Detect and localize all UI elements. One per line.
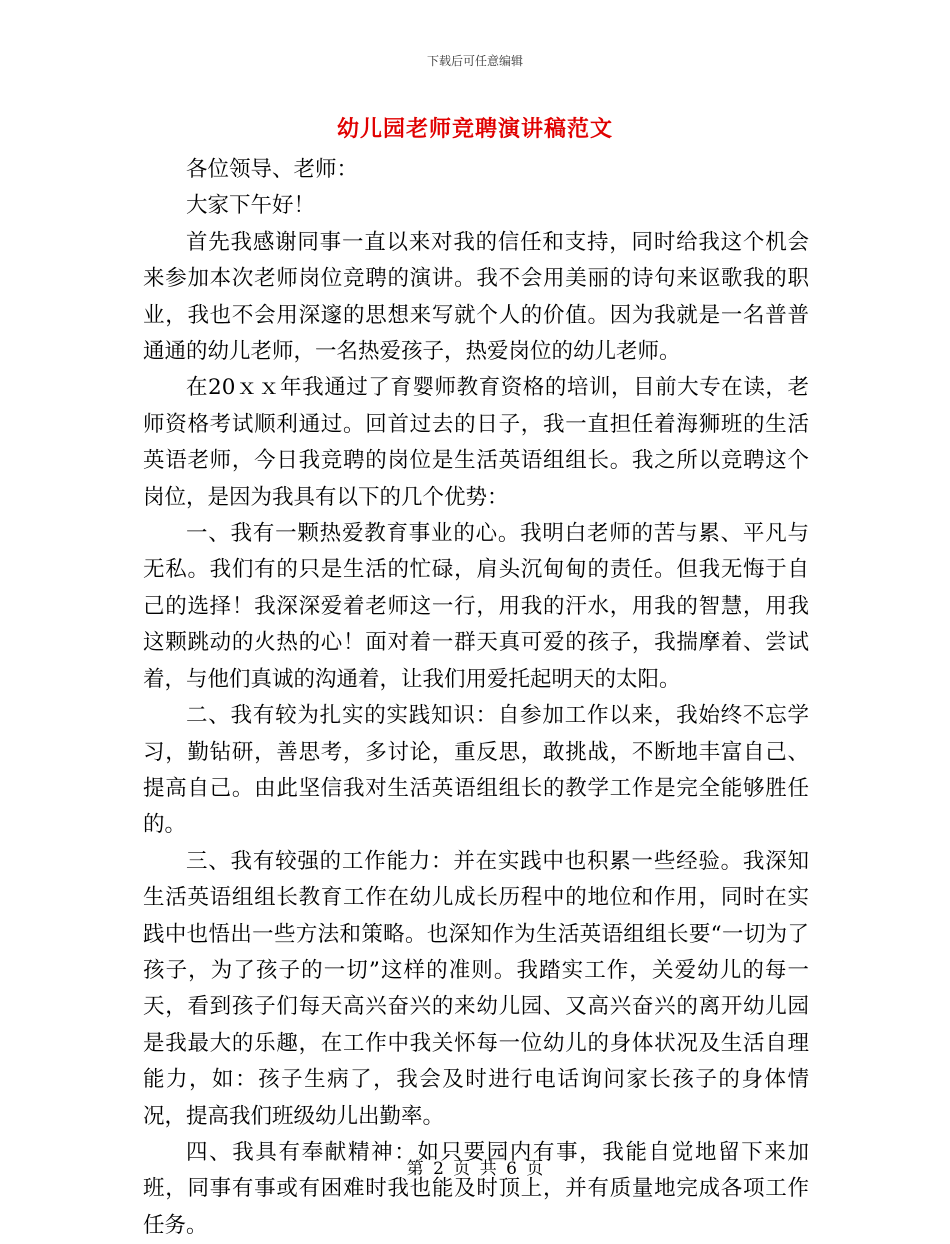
body-paragraph: 一、我有一颗热爱教育事业的心。我明白老师的苦与累、平凡与无私。我们有的只是生活的忙碌，肩头沉甸甸的责任。但我无悔于自己的选择！我深深爱着老师这一行，用我的汗水，用我的智慧，用我这颗跳动的火热的心！面对着一群天真可爱的孩子，我揣摩着、尝试着，与他们真诚的沟通着，让我们用爱托起明天的太阳。 (143, 521, 809, 692)
body-paragraph: 三、我有较强的工作能力：并在实践中也积累一些经验。我深知生活英语组组长教育工作在幼儿成长历程中的地位和作用，同时在实践中也悟出一些方法和策略。也深知作为生活英语组组长要“一切为了孩子，为了孩子的一切”这样的准则。我踏实工作，关爱幼儿的每一天，看到孩子们每天高兴奋兴的来幼儿园、又高兴奋兴的离开幼儿园是我最大的乐趣，在工作中我关怀每一位幼儿的身体状况及生活自理能力，如：孩子生病了，我会及时进行电话询问家长孩子的身体情况，提高我们班级幼儿出勤率。 (143, 848, 809, 1129)
page-number: 第 2 页 共 6 页 (406, 1159, 544, 1179)
document-title: 幼儿园老师竞聘演讲稿范文 (336, 116, 613, 142)
body-paragraph: 四、我具有奉献精神：如只要园内有事，我能自觉地留下来加班，同事有事或有困难时我也能及时顶上，并有质量地完成各项工作任务。 (143, 1139, 809, 1238)
salutation-paragraph: 大家下午好！ (186, 193, 316, 219)
body-paragraph: 在20ｘｘ年我通过了育婴师教育资格的培训，目前大专在读，老师资格考试顺利通过。回首过去的日子，我一直担任着海狮班的生活英语老师，今日我竞聘的岗位是生活英语组组长。我之所以竞聘这个岗位，是因为我具有以下的几个优势： (143, 375, 809, 510)
body-paragraph: 首先我感谢同事一直以来对我的信任和支持，同时给我这个机会来参加本次老师岗位竞聘的演讲。我不会用美丽的诗句来讴歌我的职业，我也不会用深邃的思想来写就个人的价值。因为我就是一名普普通通的幼儿老师，一名热爱孩子，热爱岗位的幼儿老师。 (143, 229, 809, 365)
body-paragraph: 二、我有较为扎实的实践知识：自参加工作以来，我始终不忘学习，勤钻研，善思考，多讨论，重反思，敢挑战，不断地丰富自己、提高自己。由此坚信我对生活英语组组长的教学工作是完全能够胜任的。 (143, 703, 809, 838)
page-header-note: 下载后可任意编辑 (426, 54, 523, 68)
document-body (143, 152, 809, 1244)
greeting-paragraph: 各位领导、老师： (186, 157, 359, 182)
